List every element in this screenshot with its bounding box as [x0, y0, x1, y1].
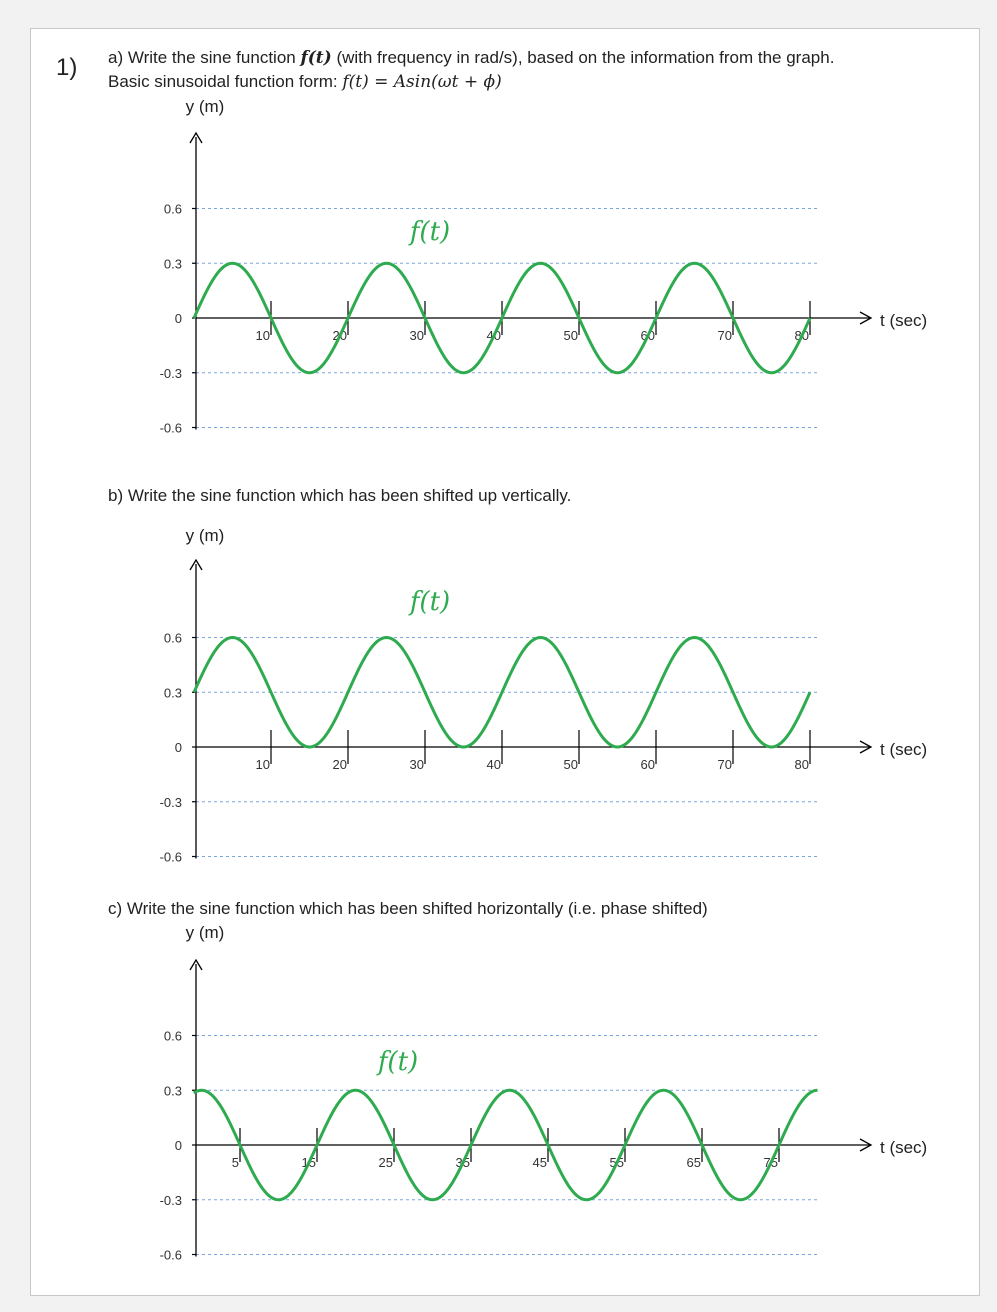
y-tick-label: 0.3: [163, 256, 182, 272]
y-tick-label: 0.6: [163, 201, 182, 217]
x-tick-label: 40: [486, 757, 501, 772]
y-tick-label: 0: [174, 740, 182, 755]
series-label: f(t): [409, 217, 451, 247]
x-axis-label: t (sec): [880, 311, 928, 330]
y-tick-label: -0.3: [159, 1192, 182, 1208]
x-tick-label: 65: [686, 1155, 701, 1170]
x-tick-label: 80: [794, 757, 809, 772]
x-tick-label: 10: [255, 328, 270, 343]
x-tick-label: 5: [231, 1155, 239, 1170]
y-axis-label: y (m): [185, 526, 225, 545]
x-tick-label: 10: [255, 757, 270, 772]
y-tick-label: -0.6: [159, 420, 182, 436]
y-tick-label: -0.3: [159, 365, 182, 381]
y-tick-label: 0: [174, 1138, 182, 1153]
x-tick-label: 30: [409, 328, 424, 343]
part-a-formula-label: Basic sinusoidal function form:: [108, 72, 343, 91]
x-tick-label: 60: [640, 328, 655, 343]
part-a-prompt-pre: a) Write the sine function: [108, 48, 301, 67]
y-tick-label: 0.6: [163, 1028, 182, 1044]
y-axis-label: y (m): [185, 97, 225, 116]
y-tick-label: 0.3: [163, 685, 182, 701]
y-tick-label: 0: [174, 311, 182, 326]
part-a-prompt-post: (with frequency in rad/s), based on the information from the graph.: [331, 48, 835, 67]
part-b-prompt: b) Write the sine function which has been shifted up vertically.: [108, 486, 572, 505]
x-tick-label: 55: [609, 1155, 624, 1170]
part-a-function-name: f(t): [300, 48, 332, 68]
x-tick-label: 20: [332, 757, 347, 772]
x-tick-label: 70: [717, 328, 732, 343]
x-axis-label: t (sec): [880, 740, 928, 759]
x-tick-label: 20: [332, 328, 347, 343]
question-number: 1): [56, 54, 78, 81]
x-tick-label: 45: [532, 1155, 547, 1170]
y-tick-label: 0.3: [163, 1083, 182, 1099]
x-tick-label: 75: [763, 1155, 778, 1170]
x-tick-label: 35: [455, 1155, 470, 1170]
x-tick-label: 40: [486, 328, 501, 343]
y-tick-label: -0.6: [159, 1247, 182, 1263]
x-tick-label: 50: [563, 328, 578, 343]
part-a-formula: f(t) = Asin(ωt + ϕ): [342, 72, 502, 92]
part-c-prompt: c) Write the sine function which has been shifted horizontally (i.e. phase shifted): [108, 899, 708, 918]
y-tick-label: 0.6: [163, 630, 182, 646]
x-tick-label: 25: [378, 1155, 393, 1170]
series-label: f(t): [409, 587, 451, 617]
y-tick-label: -0.3: [159, 794, 182, 810]
x-tick-label: 70: [717, 757, 732, 772]
y-tick-label: -0.6: [159, 849, 182, 865]
x-tick-label: 80: [794, 328, 809, 343]
x-tick-label: 60: [640, 757, 655, 772]
x-tick-label: 15: [301, 1155, 316, 1170]
series-label: f(t): [377, 1047, 419, 1077]
y-axis-label: y (m): [185, 923, 225, 942]
x-tick-label: 30: [409, 757, 424, 772]
x-tick-label: 50: [563, 757, 578, 772]
x-axis-label: t (sec): [880, 1138, 928, 1157]
